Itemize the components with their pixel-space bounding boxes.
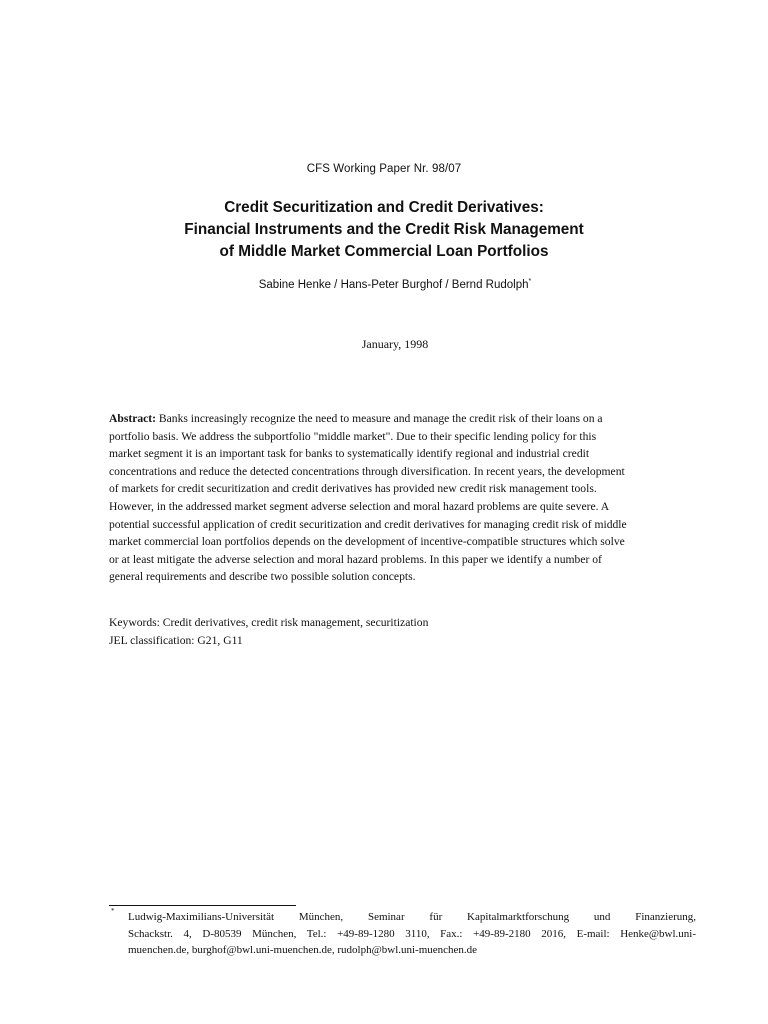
jel-classification: JEL classification: G21, G11 xyxy=(109,633,243,647)
abstract-line: market commercial loan portfolios depends on the development of incentive-compatible structures which solve xyxy=(109,535,625,549)
abstract-line: of markets for credit securitization and credit derivatives has provided new credit risk management tools. xyxy=(109,482,597,496)
paper-title xyxy=(0,197,768,263)
abstract-line: concentrations and reduce the detected concentrations through diversification. In recent years, the development xyxy=(109,464,625,478)
author-affiliation-footnote xyxy=(128,909,696,959)
abstract-line xyxy=(109,410,689,428)
abstract xyxy=(109,410,689,586)
author-list xyxy=(0,278,768,291)
abstract-line: general requirements and describe two possible solution concepts. xyxy=(109,570,416,584)
keywords: Keywords: Credit derivatives, credit risk management, securitization xyxy=(109,616,429,629)
abstract-text: Banks increasingly recognize the need to measure and manage the credit risk of their loans on a xyxy=(156,412,603,425)
author-footnote-mark: * xyxy=(528,278,532,285)
paper-title-line: Credit Securitization and Credit Derivatives: xyxy=(224,199,544,216)
publication-date: January, 1998 xyxy=(361,337,429,351)
keywords-block xyxy=(109,614,689,649)
footnote-mark: * xyxy=(111,907,115,915)
abstract-line: market segment it is an important task for banks to systematically identify regional and industrial credit xyxy=(109,447,590,461)
footnote-line: Schackstr. 4, D-80539 München, Tel.: +49-89-1280 3110, Fax.: +49-89-2180 2016, E-mail: Henke@bwl.uni- xyxy=(128,927,696,940)
author-names: Sabine Henke / Hans-Peter Burghof / Bernd Rudolph xyxy=(258,279,529,291)
paper-title-line: of Middle Market Commercial Loan Portfolios xyxy=(219,243,549,260)
abstract-line: or at least mitigate the adverse selection and moral hazard problems. In this paper we identify a number of xyxy=(109,552,602,566)
footnote-line: muenchen.de, burghof@bwl.uni-muenchen.de, rudolph@bwl.uni-muenchen.de xyxy=(128,944,478,956)
paper-title-line: Financial Instruments and the Credit Risk Management xyxy=(184,221,584,238)
abstract-line: However, in the addressed market segment adverse selection and moral hazard problems are quite severe. A xyxy=(109,499,610,513)
abstract-line: potential successful application of credit securitization and credit derivatives for managing credit risk of middle xyxy=(109,517,627,531)
abstract-line: portfolio basis. We address the subportfolio "middle market". Due to their specific lending policy for this xyxy=(109,429,597,443)
abstract-label: Abstract: xyxy=(109,412,157,425)
working-paper-series: CFS Working Paper Nr. 98/07 xyxy=(306,163,462,175)
footnote-line: Ludwig-Maximilians-Universität München, Seminar für Kapitalmarktforschung und Finanzierung, xyxy=(128,911,696,923)
footnote-divider xyxy=(109,905,296,906)
